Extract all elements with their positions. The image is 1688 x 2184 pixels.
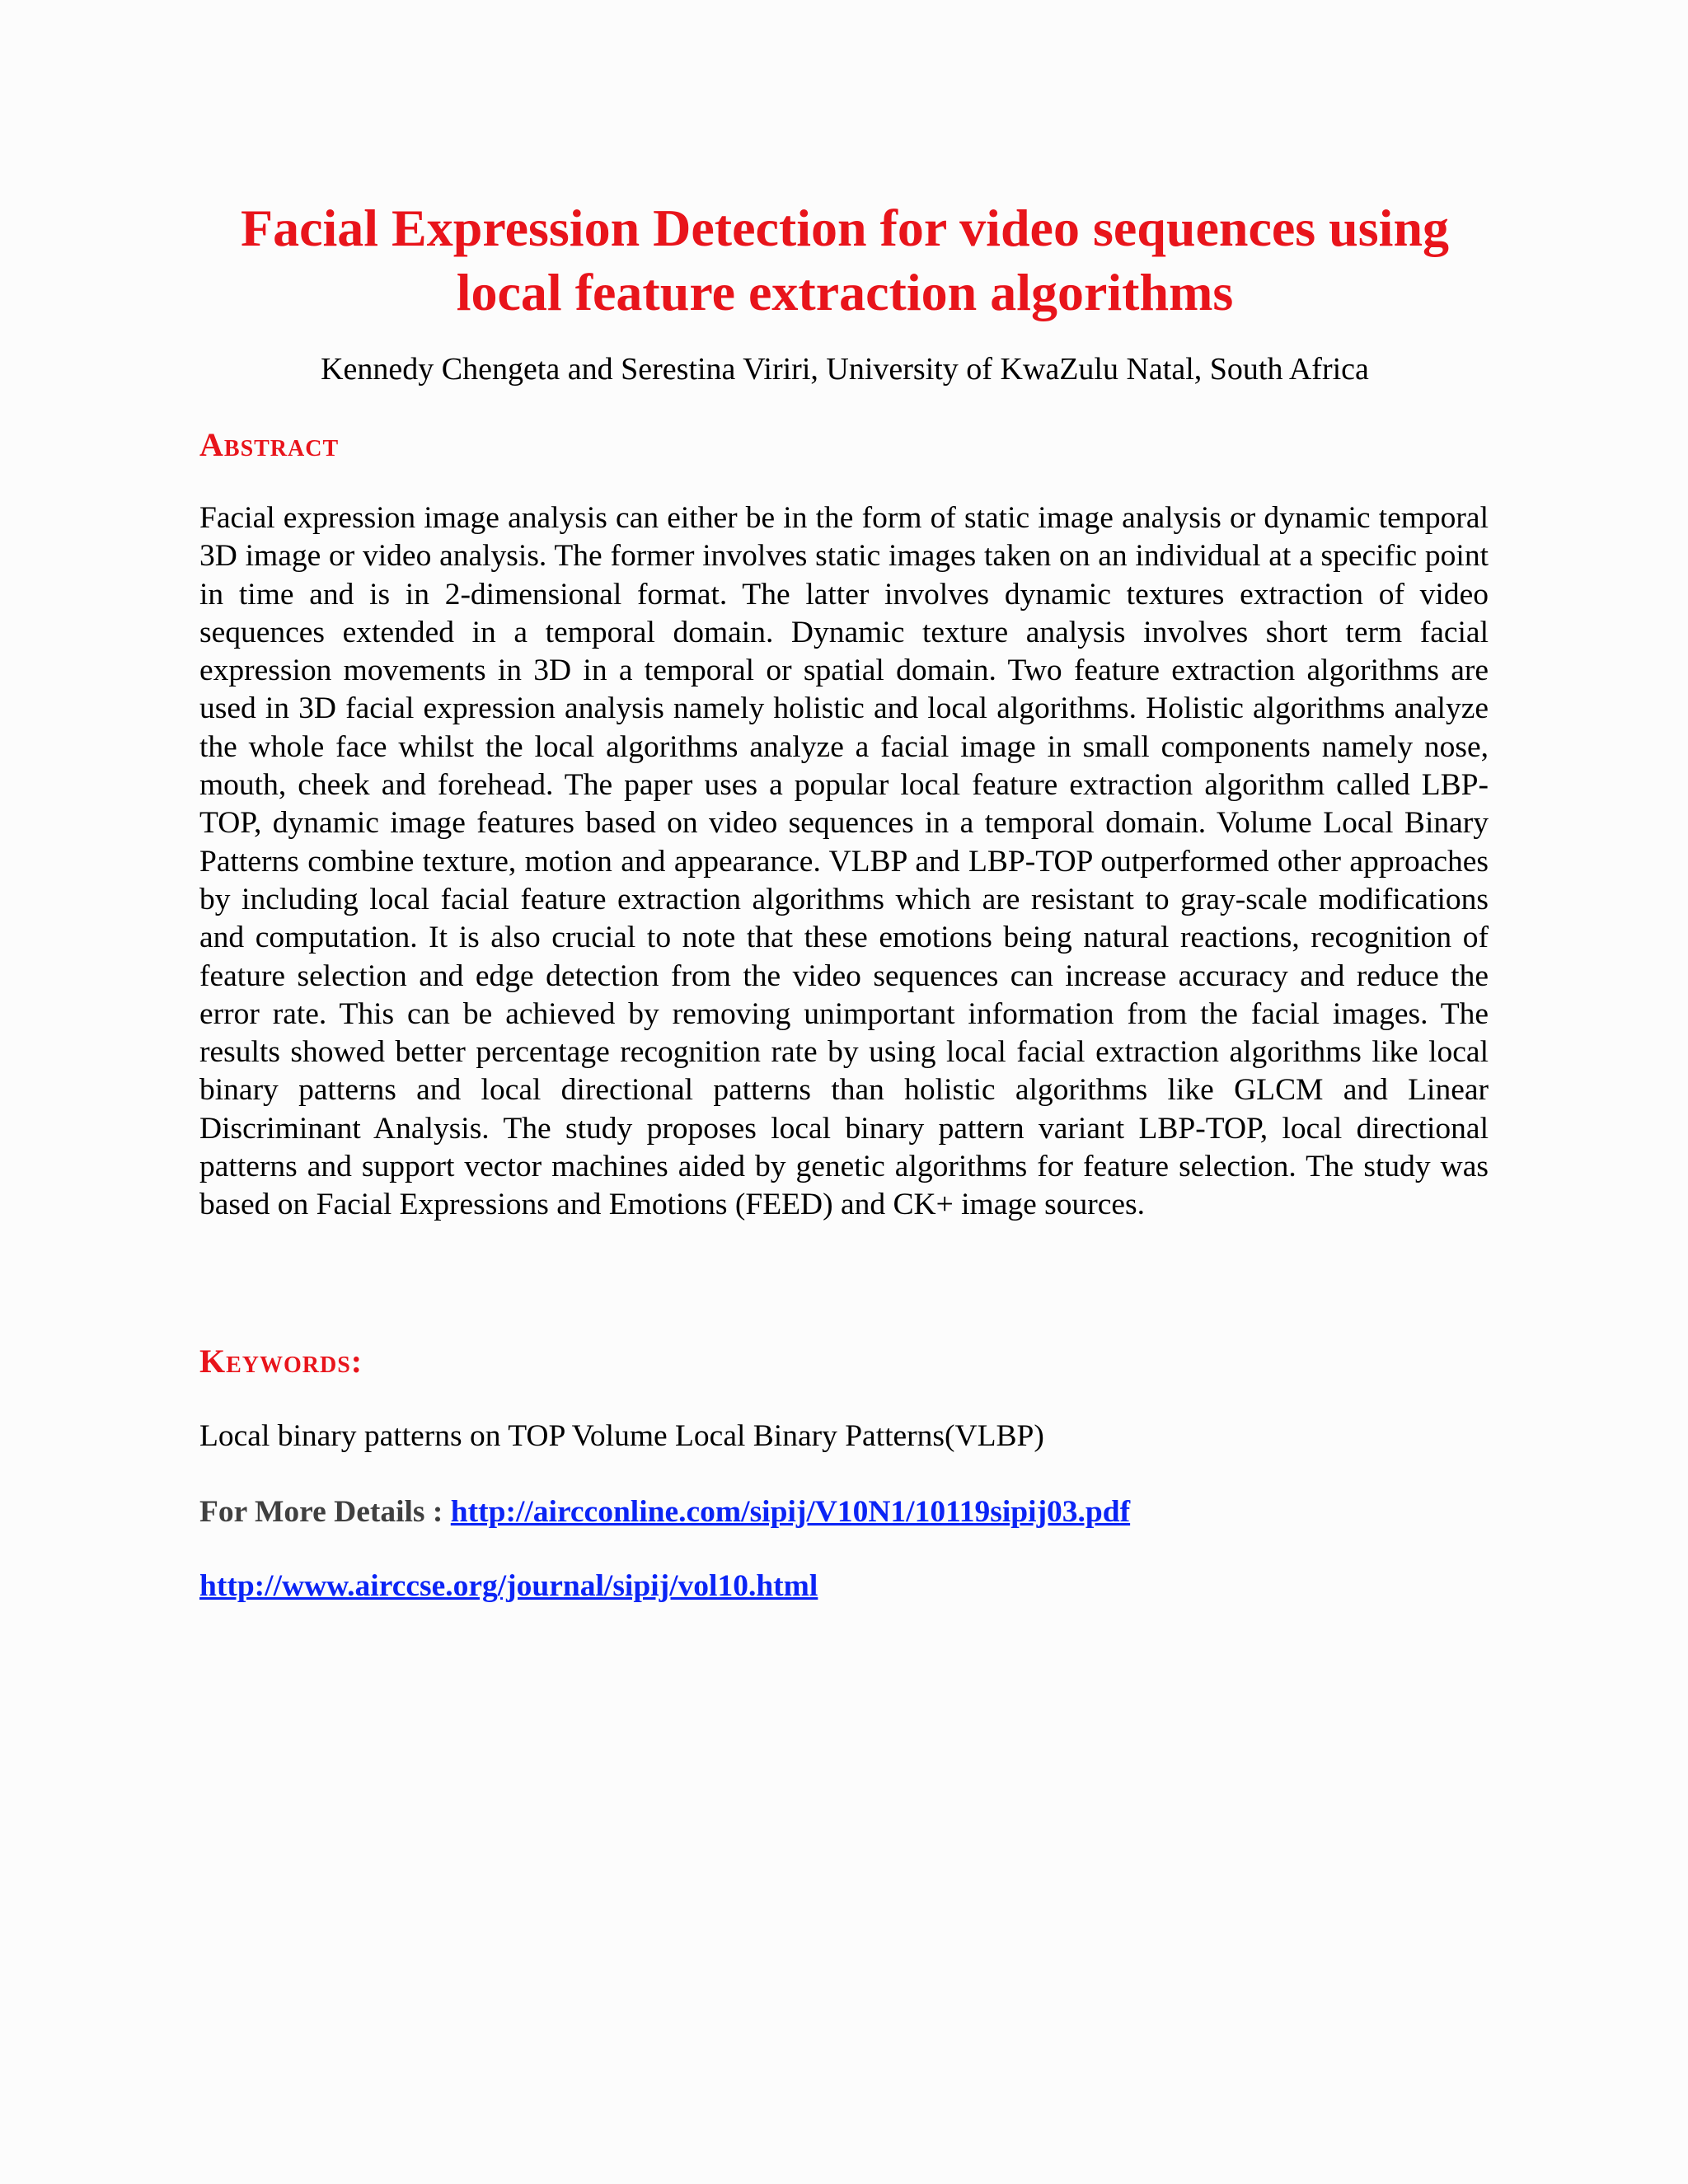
paper-title-line-1: Facial Expression Detection for video sequences using [240, 199, 1450, 257]
abstract-text: Facial expression image analysis can either be in the form of static image analysis or dynamic temporal 3D image or video analysis. The former involves static images taken on an individual at a specific point in time and is in 2-dimensional format. The latter involves dynamic textures extraction of video sequences extended in a temporal domain. Dynamic texture analysis involves short term facial expression movements in 3D in a temporal or spatial domain. Two feature extraction algorithms are used in 3D facial expression analysis namely holistic and local algorithms. Holistic algorithms analyze the whole face whilst the local algorithms analyze a facial image in small components namely nose, mouth, cheek and forehead. The paper uses a popular local feature extraction algorithm called LBP-TOP, dynamic image features based on video sequences in a temporal domain. Volume Local Binary Patterns combine texture, motion and appearance. VLBP and LBP-TOP outperformed other approaches by including local facial feature extraction algorithms which are resistant to gray-scale modifications and computation. It is also crucial to note that these emotions being natural reactions, recognition of feature selection and edge detection from the video sequences can increase accuracy and reduce the error rate. This can be achieved by removing unimportant information from the facial images. The results showed better percentage recognition rate by using local facial extraction algorithms like local binary patterns and local directional patterns than holistic algorithms like GLCM and Linear Discriminant Analysis. The study proposes local binary pattern variant LBP-TOP, local directional patterns and support vector machines aided by genetic algorithms for feature selection. The study was based on Facial Expressions and Emotions (FEED) and CK+ image sources. [199, 501, 1489, 1222]
abstract-heading: Abstract [199, 426, 340, 463]
author-affiliation: Kennedy Chengeta and Serestina Viriri, University of KwaZulu Natal, South Africa [321, 352, 1369, 387]
keywords-text: Local binary patterns on TOP Volume Local Binary Patterns(VLBP) [199, 1419, 1044, 1453]
paper-title-line-2: local feature extraction algorithms [456, 263, 1234, 321]
journal-link-line [199, 1568, 818, 1605]
keywords-heading: Keywords: [199, 1343, 363, 1380]
journal-volume-link[interactable]: http://www.airccse.org/journal/sipij/vol10.html [199, 1569, 818, 1603]
more-details-label: For More Details : [199, 1495, 443, 1529]
paper-pdf-link[interactable]: http://aircconline.com/sipij/V10N1/10119sipij03.pdf [450, 1495, 1131, 1529]
more-details-line [199, 1493, 1489, 1531]
paper-title [165, 196, 1525, 325]
